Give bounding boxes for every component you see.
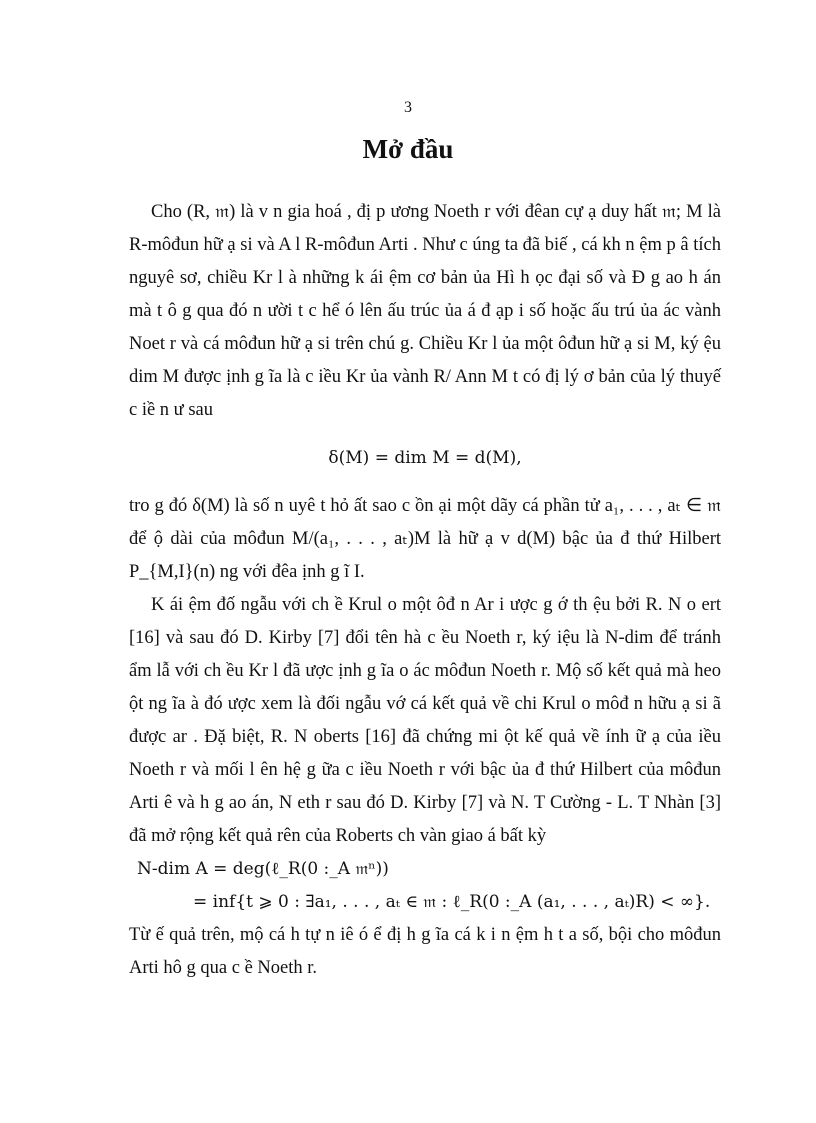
equation-ndim-degree: N-dim A = deg(ℓ_R(0 :_A 𝔪ⁿ)): [137, 859, 389, 879]
equation-ndim-inf: = inf{t ⩾ 0 : ∃a₁, . . . , aₜ ∈ 𝔪 : ℓ_R(0 :_A (a₁, . . . , aₜ)R) < ∞}.: [193, 892, 711, 912]
paragraph-intro: Cho (R, 𝔪) là v n gia hoá , đị p ương Noeth r với đêan cự ạ duy hất 𝔪; M là R-môđun hữ ạ si và A l R-môđun Arti . Như c úng ta đã biế , cá kh n ệm p â tích nguyê sơ, chiều Kr l à những k ái ệm cơ bản ủa Hì h ọc đại số và Đ g ao h án mà t ô g qua đó n ười t c hể ó lên ấu trúc ủa á đ ạp i số hoặc ấu trú ủa ác vành Noet r và cá môđun hữ ạ si trên chú g. Chiều Kr l ủa một ôđun hữ ạ si M, ký ệu dim M được ịnh g ĩa là c iều Kr ủa vành R/ Ann M t có đị lý ơ bản của lý thuyế c iề n ư sau: [129, 202, 721, 420]
page-title: Mở đầu: [362, 134, 454, 164]
paragraph-definition: tro g đó δ(M) là số n uyê t hỏ ất sao c ồn ại một dãy cá phần tử a₁, . . . , aₜ ∈ 𝔪 để ộ dài của môđun M/(a₁, . . . , aₜ)M là hữ ạ v d(M) bậc ủa đ thứ Hilbert P_{M,I}(n) ng với đêa ịnh g ĩ I.: [129, 496, 721, 582]
page-number: 3: [404, 99, 412, 116]
paragraph-noetherian-dimension: K ái ệm đố ngẫu với ch ề Krul o một ôđ n Ar i ược g ớ th ệu bởi R. N o ert [16] và sau đó D. Kirby [7] đổi tên hà c ều Noeth r, ký iệu là N-dim để tránh ẩm lẫ với ch ều Kr l đã ược ịnh g ĩa o ác môđun Noeth r. Mộ số kết quả mà heo ột ng ĩa à đó ược xem là đối ngẫu vớ cá kết quả về chi Krul o môđ n hữu ạ si ã được ar . Đặ biệt, R. N oberts [16] đã chứng mi ột kế quả về ính ữ ạ của iều Noeth r và mối l ên hệ g ữa c iều Noeth r với bậc ủa đ thứ Hilbert của môđun Arti ê và h g ao án, N eth r sau đó D. Kirby [7] và N. T Cường - L. T Nhàn [3] đã mở rộng kết quả rên của Roberts ch vàn giao á bất kỳ: [129, 595, 721, 846]
body-text: [129, 196, 721, 985]
equation-dimension: δ(M) = dim M = d(M),: [328, 448, 522, 468]
paragraph-conclusion: Từ ế quả trên, mộ cá h tự n iê ó ể đị h g ĩa cá k i n ệm h t a số, bội cho môđun Arti hô g qua c ề Noeth r.: [129, 925, 721, 978]
